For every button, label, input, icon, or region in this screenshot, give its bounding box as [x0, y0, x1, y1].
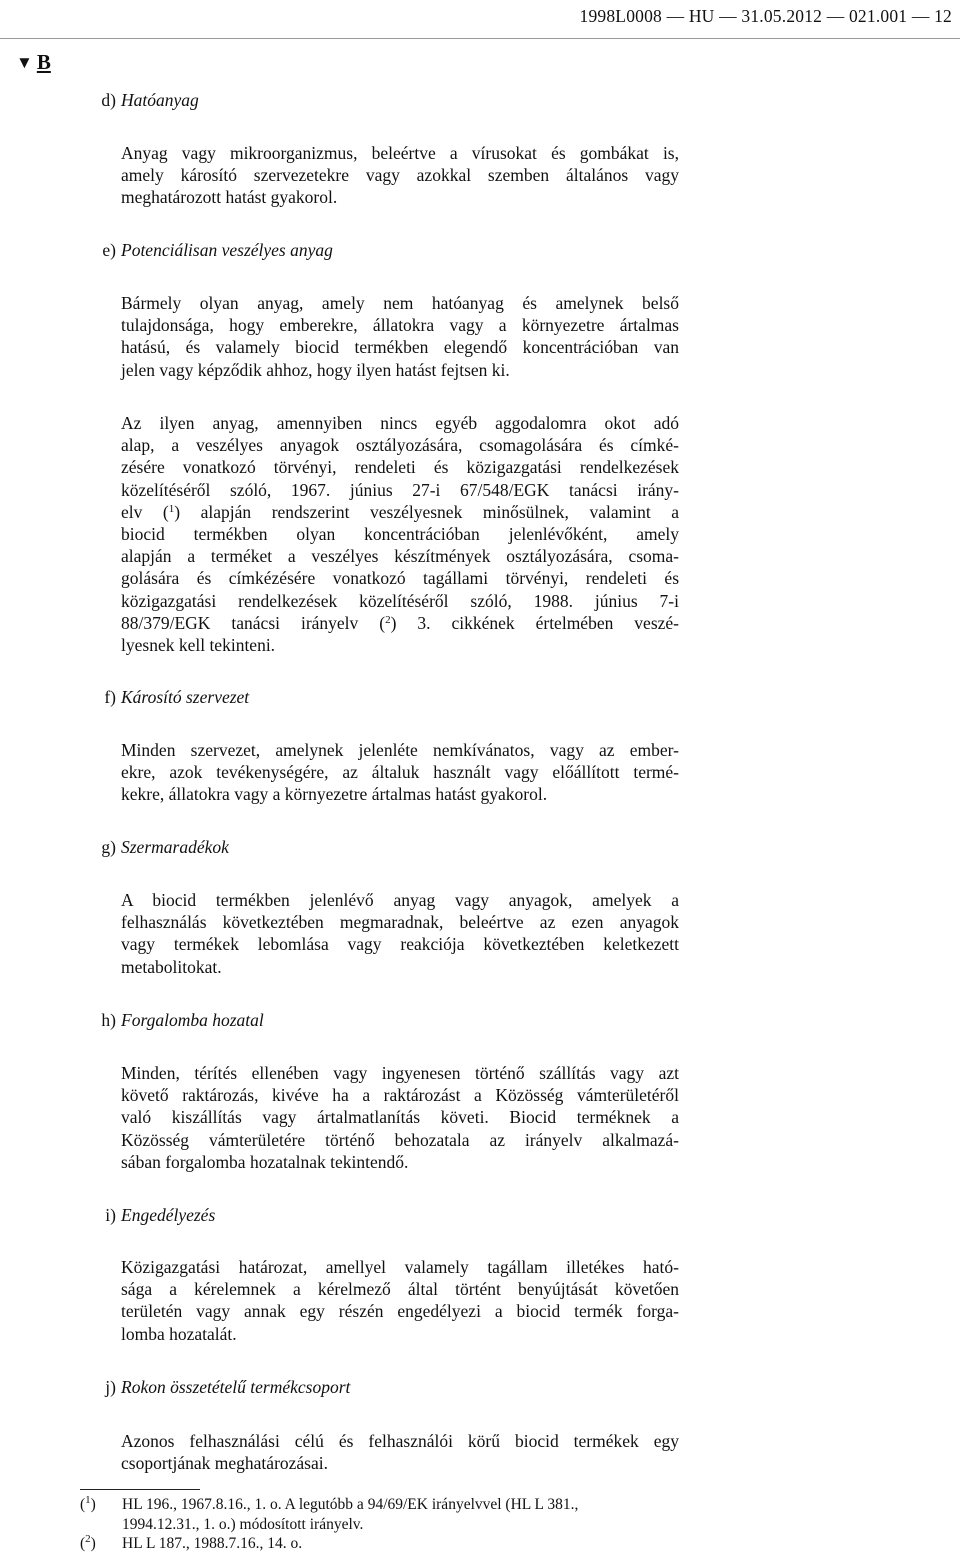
paragraph-line: jelen vagy képződik ahhoz, hogy ilyen hatást fejtsen ki.: [121, 359, 510, 380]
paragraph-line: metabolitokat.: [121, 956, 222, 977]
paragraph-line: sága a kérelemnek a kérelmező által történt benyújtását követően: [121, 1279, 679, 1300]
paragraph-line: csoportjának meghatározásai.: [121, 1453, 328, 1474]
definition-paragraph: [121, 1062, 679, 1173]
definition-term: Károsító szervezet: [121, 687, 250, 707]
amendment-label: B: [36, 50, 51, 74]
definition-heading-g: [88, 837, 229, 858]
definition-heading-d: [88, 90, 199, 111]
footnote-reference: 1: [168, 502, 175, 515]
paragraph-line: elv ($^1$) alapján rendszerint veszélyesnek minősülnek, valamint a: [121, 501, 679, 522]
definition-paragraph: [121, 1430, 679, 1474]
paragraph-line: zésére vonatkozó törvényi, rendeleti és közigazgatási rendelkezések: [121, 457, 679, 478]
definition-term: Szermaradékok: [121, 837, 229, 857]
definition-letter: d): [101, 90, 116, 110]
definition-heading-f: [88, 687, 249, 708]
definition-heading-i: [88, 1205, 215, 1226]
amendment-marker: [16, 50, 51, 75]
definition-term: Forgalomba hozatal: [121, 1010, 264, 1030]
paragraph-line: alap, a veszélyes anyagok osztályozására, csomagolására és címké-: [121, 435, 679, 456]
definition-paragraph: [121, 292, 679, 381]
paragraph-line: tulajdonsága, hogy emberekre, állatokra vagy a környezetre ártalmas: [121, 315, 679, 336]
paragraph-line: felhasználás következtében megmaradnak, beleértve az ezen anyagok: [121, 912, 679, 933]
footnote-text: HL 196., 1967.8.16., 1. o. A legutóbb a 94/69/EK irányelvvel (HL L 381.,: [122, 1496, 579, 1513]
paragraph-line: alapján a terméket a veszélyes készítmények osztályozására, csoma-: [121, 546, 679, 567]
footnote-mark: ($^2$): [80, 1533, 96, 1552]
definition-term: Rokon összetételű termékcsoport: [121, 1377, 351, 1397]
definition-heading-h: [88, 1010, 264, 1031]
paragraph-line: golására és címkézésére vonatkozó tagállami törvényi, rendeleti és: [121, 568, 679, 589]
definition-letter: e): [102, 240, 116, 260]
footnote-separator: [80, 1489, 200, 1490]
page-header: [0, 0, 960, 39]
footnote-2: [80, 1534, 680, 1554]
paragraph-line: Azonos felhasználási célú és felhasználói körű biocid termékek egy: [121, 1431, 679, 1451]
definition-term: Engedélyezés: [121, 1205, 216, 1225]
footnote-mark: ($^1$): [80, 1494, 96, 1513]
definition-letter: f): [104, 687, 116, 707]
footnotes: [80, 1495, 680, 1554]
paragraph-line: 88/379/EGK tanácsi irányelv ($^2$) 3. cikkének értelmében veszé-: [121, 612, 679, 633]
paragraph-line: Az ilyen anyag, amennyiben nincs egyéb aggodalomra okot adó: [121, 413, 679, 433]
paragraph-line: kekre, állatokra vagy a környezetre ártalmas hatást gyakorol.: [121, 784, 548, 805]
paragraph-line: A biocid termékben jelenlévő anyag vagy anyagok, amelyek a: [121, 890, 679, 910]
paragraph-line: követő raktározás, kivéve ha a raktározást a Közösség vámterületéről: [121, 1085, 679, 1106]
paragraph-line: való kiszállítás vagy ártalmatlanítás követi. Biocid terméknek a: [121, 1107, 679, 1128]
definition-heading-e: [88, 240, 333, 261]
footnote-1: [80, 1495, 680, 1534]
definition-paragraph: [121, 889, 679, 978]
paragraph-line: vagy termékek lebomlása vagy reakciója következtében keletkezett: [121, 934, 679, 955]
definition-heading-j: [88, 1377, 350, 1398]
paragraph-line: Minden, térítés ellenében vagy ingyenesen történő szállítás vagy azt: [121, 1063, 679, 1083]
triangle-down-icon: ▼: [16, 53, 33, 72]
paragraph-line: közigazgatási rendelkezések közelítéséről szóló, 1988. június 7-i: [121, 590, 679, 611]
paragraph-line: biocid termékben olyan koncentrációban jelenlévőként, amely: [121, 524, 679, 545]
paragraph-line: lyesnek kell tekinteni.: [121, 635, 276, 656]
definition-paragraph: [121, 1256, 679, 1345]
paragraph-line: Közösség vámterületére történő behozatala az irányelv alkalmazá-: [121, 1129, 679, 1150]
definition-letter: i): [105, 1205, 116, 1225]
paragraph-line: amely károsító szervezetekre vagy azokkal szemben általános vagy: [121, 165, 679, 186]
footnote-reference: 2: [385, 613, 391, 626]
footnote-text: HL L 187., 1988.7.16., 14. o.: [122, 1535, 303, 1552]
paragraph-line: Anyag vagy mikroorganizmus, beleértve a vírusokat és gombákat is,: [121, 143, 679, 163]
paragraph-line: meghatározott hatást gyakorol.: [121, 187, 338, 208]
paragraph-line: Közigazgatási határozat, amellyel valamely tagállam illetékes ható-: [121, 1257, 679, 1277]
paragraph-line: Minden szervezet, amelynek jelenléte nemkívánatos, vagy az ember-: [121, 740, 679, 760]
paragraph-line: sában forgalomba hozatalnak tekintendő.: [121, 1151, 409, 1172]
definition-paragraph: [121, 412, 679, 656]
paragraph-line: hatású, és valamely biocid termékben elegendő koncentrációban van: [121, 337, 679, 358]
definition-term: Potenciálisan veszélyes anyag: [121, 240, 333, 260]
definition-term: Hatóanyag: [121, 90, 199, 110]
paragraph-line: ekre, azok tevékenységére, az általuk használt vagy előállított termé-: [121, 762, 679, 783]
paragraph-line: Bármely olyan anyag, amely nem hatóanyag és amelynek belső: [121, 293, 679, 313]
paragraph-line: területén vagy annak egy részén engedélyezi a biocid termék forga-: [121, 1301, 679, 1322]
document-reference: 1998L0008 — HU — 31.05.2012 — 021.001 — 12: [579, 6, 952, 26]
definition-letter: j): [105, 1377, 116, 1397]
footnote-text: 1994.12.31., 1. o.) módosított irányelv.: [122, 1515, 364, 1533]
paragraph-line: lomba hozatalát.: [121, 1323, 237, 1344]
paragraph-line: közelítéséről szóló, 1967. június 27-i 67/548/EGK tanácsi irány-: [121, 479, 679, 500]
definition-paragraph: [121, 142, 679, 209]
definition-letter: h): [101, 1010, 116, 1030]
definition-letter: g): [101, 837, 116, 857]
definition-paragraph: [121, 739, 679, 806]
